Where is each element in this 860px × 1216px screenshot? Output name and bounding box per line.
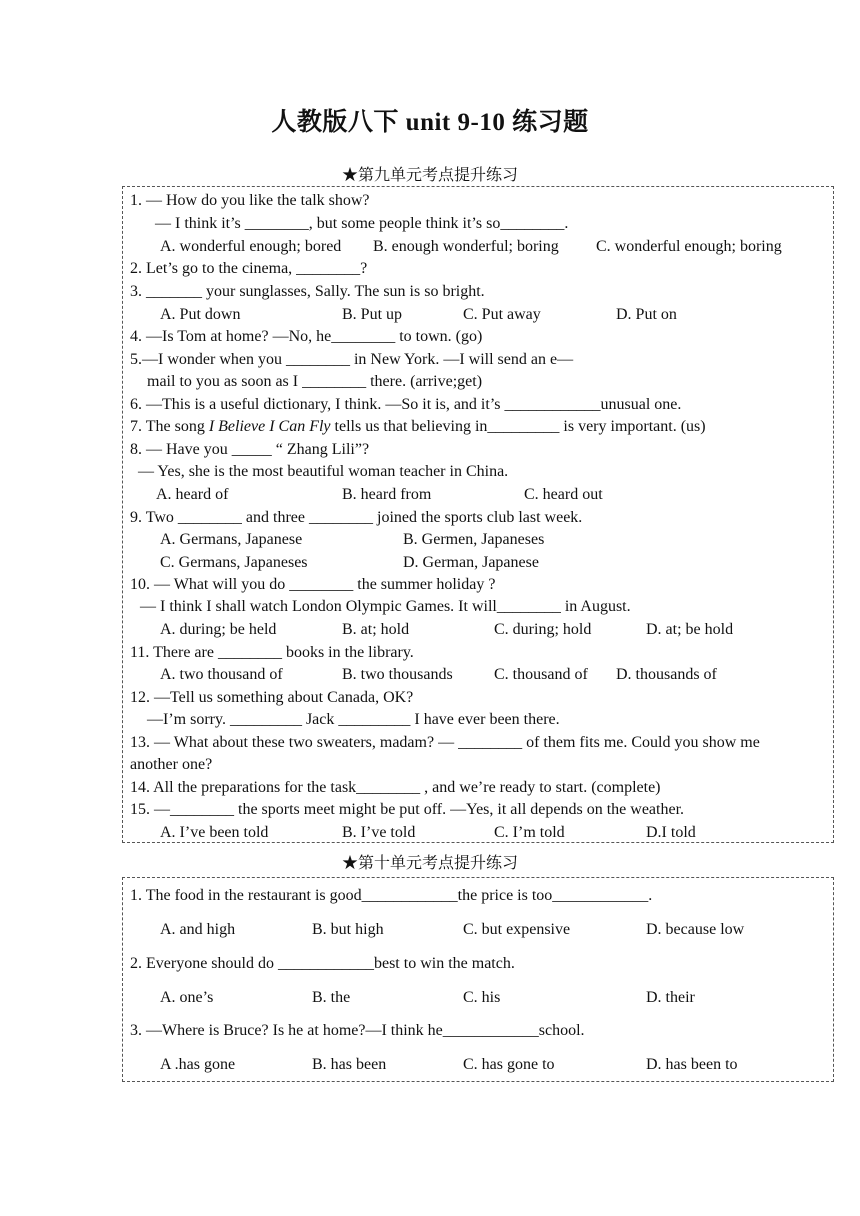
q10-3-option-a: A .has gone bbox=[160, 1056, 236, 1073]
q9-9-option-d: D. German, Japanese bbox=[403, 554, 539, 571]
q9-15-option-b: B. I’ve told bbox=[342, 824, 416, 841]
page-title: 人教版八下 unit 9-10 练习题 bbox=[271, 109, 589, 136]
q9-8-option-a: A. heard of bbox=[156, 486, 229, 503]
q9-13-stem: 13. — What about these two sweaters, madam? — ________ of them fits me. Could you show me bbox=[130, 734, 760, 751]
q10-1-option-a: A. and high bbox=[160, 921, 236, 938]
q9-9-option-c: C. Germans, Japaneses bbox=[160, 554, 308, 571]
q10-3-option-b: B. has been bbox=[312, 1056, 387, 1073]
q9-10-option-b: B. at; hold bbox=[342, 621, 410, 638]
q9-15-option-a: A. I’ve been told bbox=[160, 824, 269, 841]
q9-15-stem: 15. —________ the sports meet might be put off. —Yes, it all depends on the weather. bbox=[130, 801, 685, 818]
q10-2-option-d: D. their bbox=[646, 989, 695, 1006]
q9-9-stem: 9. Two ________ and three ________ joined the sports club last week. bbox=[130, 509, 583, 526]
q9-10-option-a: A. during; be held bbox=[160, 621, 277, 638]
q10-3-option-d: D. has been to bbox=[646, 1056, 738, 1073]
q9-8-reply: — Yes, she is the most beautiful woman teacher in China. bbox=[138, 463, 509, 480]
q9-1-option-c: C. wonderful enough; boring bbox=[596, 238, 782, 255]
q10-3-option-c: C. has gone to bbox=[463, 1056, 555, 1073]
q10-1-option-d: D. because low bbox=[646, 921, 745, 938]
q9-11-option-c: C. thousand of bbox=[494, 666, 588, 683]
q9-7-stem bbox=[130, 417, 706, 437]
q9-9-option-a: A. Germans, Japanese bbox=[160, 531, 303, 548]
q9-13-continued: another one? bbox=[130, 756, 213, 773]
q9-4-stem: 4. —Is Tom at home? —No, he________ to town. (go) bbox=[130, 328, 483, 345]
q9-11-stem: 11. There are ________ books in the library. bbox=[130, 644, 414, 661]
q9-2-stem: 2. Let’s go to the cinema, ________? bbox=[130, 260, 368, 277]
q10-3-stem: 3. —Where is Bruce? Is he at home?—I think he____________school. bbox=[130, 1022, 585, 1039]
q9-5-continued: mail to you as soon as I ________ there. (arrive;get) bbox=[147, 373, 483, 390]
q10-2-option-b: B. the bbox=[312, 989, 351, 1006]
q9-10-stem: 10. — What will you do ________ the summer holiday ? bbox=[130, 576, 496, 593]
q9-1-option-b: B. enough wonderful; boring bbox=[373, 238, 559, 255]
q9-15-option-d: D.I told bbox=[646, 824, 696, 841]
q9-6-stem: 6. —This is a useful dictionary, I think. —So it is, and it’s ____________unusual one. bbox=[130, 396, 682, 413]
q9-7-prefix: 7. The song bbox=[130, 418, 209, 435]
q9-12-stem: 12. —Tell us something about Canada, OK? bbox=[130, 689, 414, 706]
section-10-box bbox=[122, 877, 834, 1082]
section-10-heading: ★第十单元考点提升练习 bbox=[341, 855, 518, 872]
q9-10-reply: — I think I shall watch London Olympic Games. It will________ in August. bbox=[140, 598, 631, 615]
q9-8-stem: 8. — Have you _____ “ Zhang Lili”? bbox=[130, 441, 370, 458]
q9-1-stem: 1. — How do you like the talk show? bbox=[130, 192, 370, 209]
q9-7-song-title: I Believe I Can Fly bbox=[208, 418, 331, 435]
q9-1-reply: — I think it’s ________, but some people think it’s so________. bbox=[155, 215, 569, 232]
q9-11-option-b: B. two thousands bbox=[342, 666, 453, 683]
q9-12-reply: —I’m sorry. _________ Jack _________ I have ever been there. bbox=[147, 711, 560, 728]
q9-3-option-a: A. Put down bbox=[160, 306, 241, 323]
q9-10-option-c: C. during; hold bbox=[494, 621, 592, 638]
q9-11-option-a: A. two thousand of bbox=[160, 666, 283, 683]
q9-14-stem: 14. All the preparations for the task________ , and we’re ready to start. (complete) bbox=[130, 779, 661, 796]
q9-5-stem: 5.—I wonder when you ________ in New York. —I will send an e— bbox=[130, 351, 574, 368]
q9-11-option-d: D. thousands of bbox=[616, 666, 717, 683]
q9-3-option-d: D. Put on bbox=[616, 306, 677, 323]
q9-3-option-c: C. Put away bbox=[463, 306, 541, 323]
section-9-heading: ★第九单元考点提升练习 bbox=[341, 167, 518, 184]
q9-15-option-c: C. I’m told bbox=[494, 824, 565, 841]
q9-3-stem: 3. _______ your sunglasses, Sally. The sun is so bright. bbox=[130, 283, 485, 300]
q9-1-option-a: A. wonderful enough; bored bbox=[160, 238, 342, 255]
q10-2-option-c: C. his bbox=[463, 989, 501, 1006]
q9-8-option-b: B. heard from bbox=[342, 486, 432, 503]
q10-1-option-b: B. but high bbox=[312, 921, 384, 938]
q9-7-suffix: tells us that believing in_________ is very important. (us) bbox=[330, 418, 706, 435]
q10-1-option-c: C. but expensive bbox=[463, 921, 571, 938]
q9-10-option-d: D. at; be hold bbox=[646, 621, 734, 638]
q9-3-option-b: B. Put up bbox=[342, 306, 403, 323]
q10-2-option-a: A. one’s bbox=[160, 989, 214, 1006]
q10-2-stem: 2. Everyone should do ____________best to win the match. bbox=[130, 955, 515, 972]
q9-8-option-c: C. heard out bbox=[524, 486, 603, 503]
q9-9-option-b: B. Germen, Japaneses bbox=[403, 531, 545, 548]
q10-1-stem: 1. The food in the restaurant is good____________the price is too____________. bbox=[130, 887, 653, 904]
